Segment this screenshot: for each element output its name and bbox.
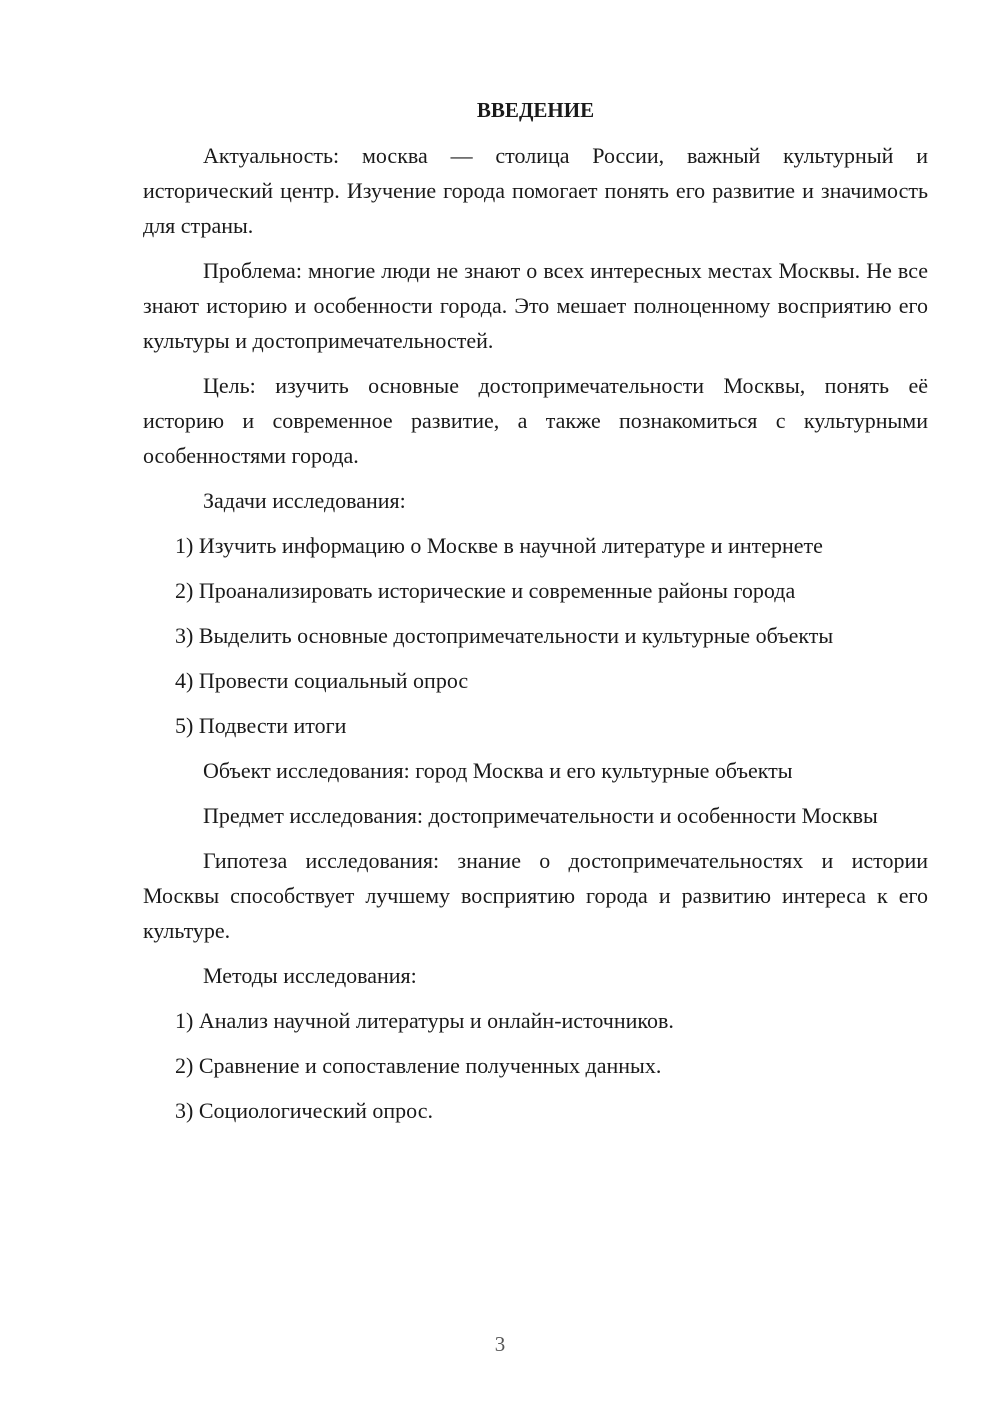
- section-heading: ВВЕДЕНИЕ: [476, 98, 595, 122]
- task-item: 2) Проанализировать исторические и современные районы города: [175, 578, 796, 603]
- task-item: 1) Изучить информацию о Москве в научной литературе и интернете: [175, 533, 823, 558]
- task-item: 4) Провести социальный опрос: [175, 668, 469, 693]
- object-paragraph: Объект исследования: город Москва и его культурные объекты: [203, 758, 793, 783]
- page-number: 3: [494, 1332, 506, 1356]
- hypothesis-paragraph: Гипотеза исследования: знание о достопримечательностях и истории Москвы способствует лучшему восприятию города и развитию интереса к его культуре.: [143, 848, 928, 943]
- method-item: 1) Анализ научной литературы и онлайн-источников.: [175, 1008, 674, 1033]
- goal-paragraph: Цель: изучить основные достопримечательности Москвы, понять её историю и современное развитие, а также познакомиться с культурными особенностями города.: [143, 373, 928, 468]
- task-item: 3) Выделить основные достопримечательности и культурные объекты: [175, 623, 834, 648]
- relevance-paragraph: Актуальность: москва — столица России, важный культурный и исторический центр. Изучение города помогает понять его развитие и значимость для страны.: [143, 143, 928, 238]
- tasks-title: Задачи исследования:: [203, 488, 406, 513]
- methods-title: Методы исследования:: [203, 963, 417, 988]
- method-item: 3) Социологический опрос.: [175, 1098, 433, 1123]
- method-item: 2) Сравнение и сопоставление полученных данных.: [175, 1053, 662, 1078]
- page-content: [143, 92, 928, 1138]
- task-item: 5) Подвести итоги: [175, 713, 347, 738]
- subject-paragraph: Предмет исследования: достопримечательности и особенности Москвы: [203, 803, 878, 828]
- problem-paragraph: Проблема: многие люди не знают о всех интересных местах Москвы. Не все знают историю и особенности города. Это мешает полноценному восприятию его культуры и достопримечательностей.: [143, 258, 928, 353]
